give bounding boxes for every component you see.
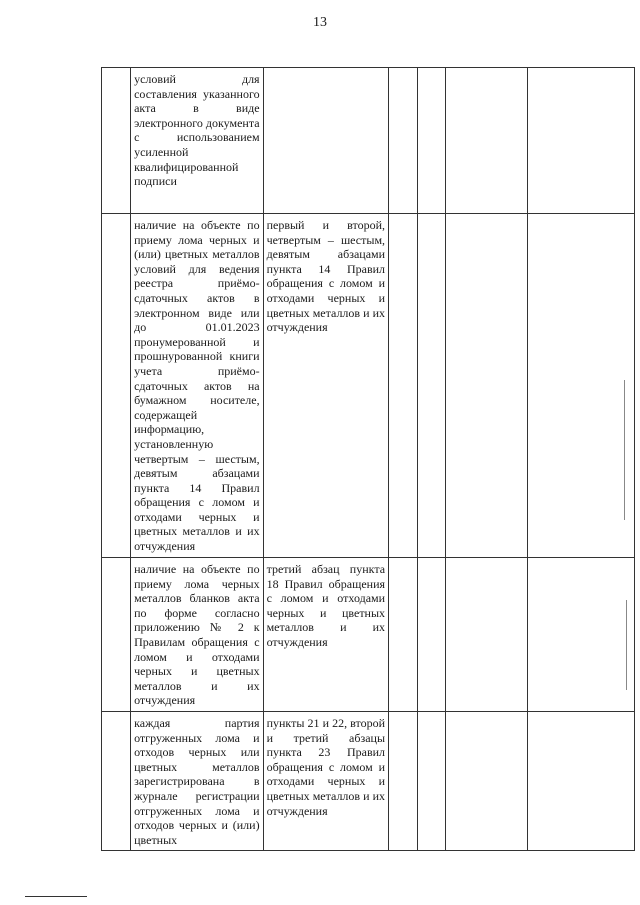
mark-no-cell bbox=[418, 558, 446, 712]
note-cell bbox=[527, 711, 634, 850]
number-cell bbox=[102, 68, 131, 214]
scan-margin-mark bbox=[626, 600, 627, 690]
mark-yes-cell bbox=[389, 711, 418, 850]
mark-yes-cell bbox=[389, 558, 418, 712]
requirements-table bbox=[101, 67, 635, 851]
number-cell bbox=[102, 558, 131, 712]
mark-na-cell bbox=[446, 558, 527, 712]
table-row bbox=[102, 558, 635, 712]
table-row bbox=[102, 711, 635, 850]
reference-cell: первый и второй, четвертым – шестым, девятым абзацами пункта 14 Правил обращения с ломом и отходами черных и цветных металлов и их отчуждения bbox=[263, 214, 388, 558]
mark-no-cell bbox=[418, 711, 446, 850]
note-cell bbox=[527, 558, 634, 712]
mark-na-cell bbox=[446, 68, 527, 214]
table-row bbox=[102, 214, 635, 558]
mark-yes-cell bbox=[389, 68, 418, 214]
mark-na-cell bbox=[446, 214, 527, 558]
mark-yes-cell bbox=[389, 214, 418, 558]
number-cell bbox=[102, 711, 131, 850]
number-cell bbox=[102, 214, 131, 558]
page-number: 13 bbox=[313, 15, 327, 30]
scan-margin-mark bbox=[624, 380, 625, 520]
table-row bbox=[102, 68, 635, 214]
mark-no-cell bbox=[418, 68, 446, 214]
note-cell bbox=[527, 68, 634, 214]
reference-cell: третий абзац пункта 18 Правил обращения с ломом и отходами черных и цветных металлов и их отчуждения bbox=[263, 558, 388, 712]
mark-no-cell bbox=[418, 214, 446, 558]
requirement-cell: наличие на объекте по приему лома черных металлов бланков акта по форме согласно приложению № 2 к Правилам обращения с ломом и отходами черных и цветных металлов и их отчуждения bbox=[131, 558, 263, 712]
note-cell bbox=[527, 214, 634, 558]
requirement-cell: наличие на объекте по приему лома черных и (или) цветных металлов условий для ведения реестра приёмо-сдаточных актов в электронном виде или до 01.01.2023 пронумерованной и прошнурованной книги учета приёмо-сдаточных актов на бумажном носителе, содержащей информацию, установленную четвертым – шестым, девятым абзацами пункта 14 Правил обращения с ломом и отходами черных и цветных металлов и их отчуждения bbox=[131, 214, 263, 558]
reference-cell bbox=[263, 68, 388, 214]
footnote-separator bbox=[25, 896, 87, 897]
reference-cell: пункты 21 и 22, второй и третий абзацы пункта 23 Правил обращения с ломом и отходами черных и цветных металлов и их отчуждения bbox=[263, 711, 388, 850]
requirement-cell: каждая партия отгруженных лома и отходов черных или цветных металлов зарегистрирована в журнале регистрации отгруженных лома и отходов черных и (или) цветных bbox=[131, 711, 263, 850]
requirement-cell: условий для составления указанного акта в виде электронного документа с использованием усиленной квалифицированной подписи bbox=[131, 68, 263, 214]
mark-na-cell bbox=[446, 711, 527, 850]
